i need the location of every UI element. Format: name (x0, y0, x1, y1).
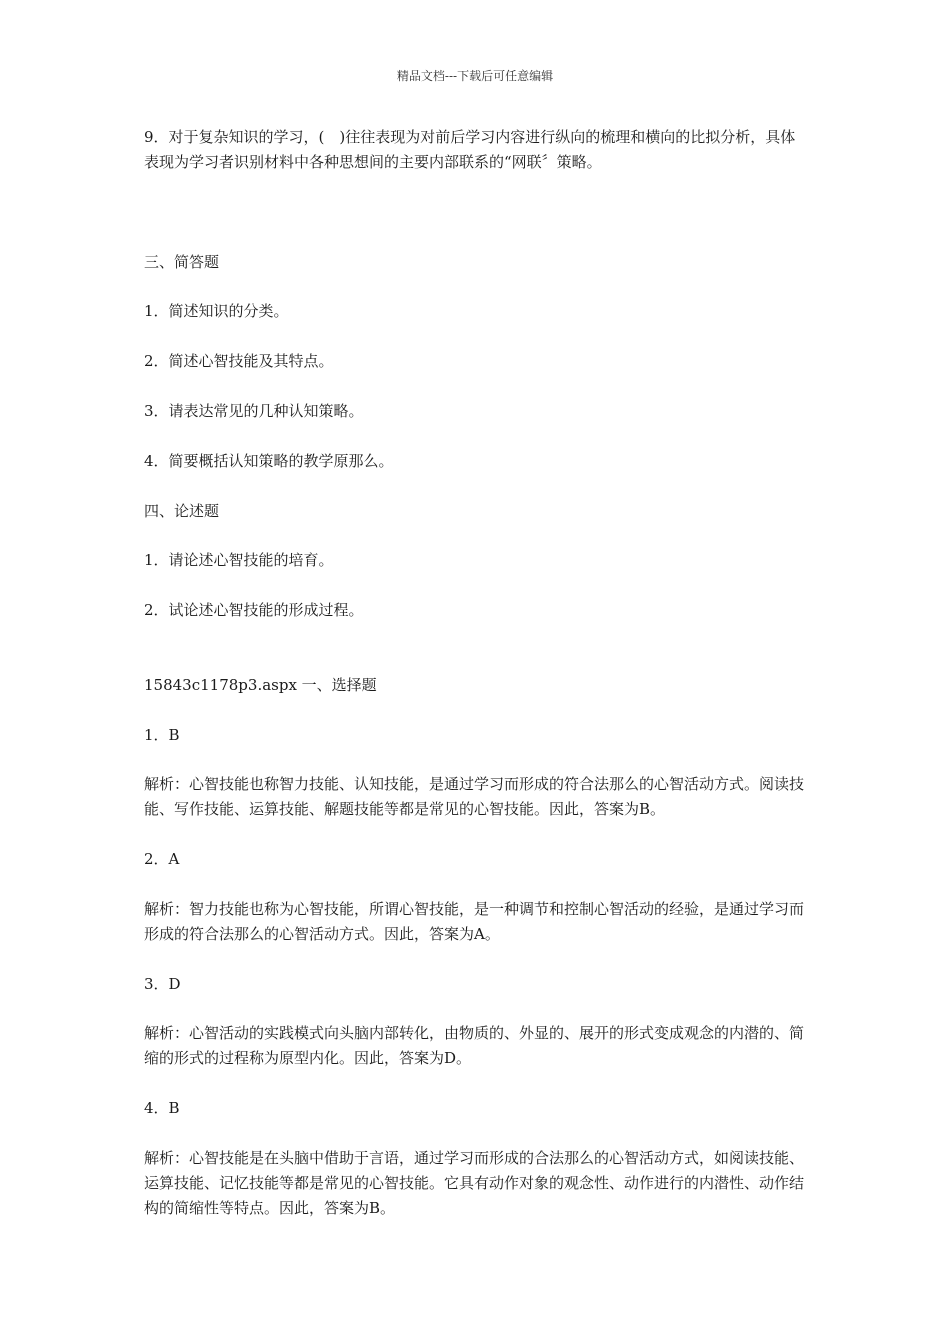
answers-heading: 15843c1178p3.aspx 一、选择题 (144, 676, 377, 694)
answer-analysis-1: 解析：心智技能也称智力技能、认知技能，是通过学习而形成的符合法那么的心智活动方式。阅读技能、写作技能、运算技能、解题技能等都是常见的心智技能。因此，答案为B。 (144, 775, 805, 818)
answer-label-4: 4．B (144, 1099, 180, 1117)
page-header: 精品文档---下载后可任意编辑 (396, 69, 554, 83)
short-answer-item-3: 3．请表达常见的几种认知策略。 (144, 402, 364, 420)
answer-label-3: 3．D (144, 975, 181, 993)
short-answer-item-2: 2．简述心智技能及其特点。 (144, 352, 334, 370)
answer-analysis-4: 解析：心智技能是在头脑中借助于言语，通过学习而形成的合法那么的心智活动方式，如阅读技能、运算技能、记忆技能等都是常见的心智技能。它具有动作对象的观念性、动作进行的内潜性、动作结构的简缩性等特点。因此，答案为B。 (144, 1149, 805, 1217)
answer-analysis-3: 解析：心智活动的实践模式向头脑内部转化，由物质的、外显的、展开的形式变成观念的内潜的、简缩的形式的过程称为原型内化。因此，答案为D。 (144, 1024, 805, 1067)
question-9: 9．对于复杂知识的学习，( )往往表现为对前后学习内容进行纵向的梳理和横向的比拟分析，具体表现为学习者识别材料中各种思想间的主要内部联系的“网联〞策略。 (144, 128, 796, 171)
essay-item-1: 1．请论述心智技能的培育。 (144, 551, 334, 569)
essay-item-2: 2．试论述心智技能的形成过程。 (144, 601, 364, 619)
answer-label-1: 1．B (144, 726, 180, 744)
short-answer-item-1: 1．简述知识的分类。 (144, 302, 289, 320)
answer-analysis-2: 解析：智力技能也称为心智技能，所谓心智技能，是一种调节和控制心智活动的经验，是通过学习而形成的符合法那么的心智活动方式。因此，答案为A。 (144, 900, 805, 943)
section-essay-title: 四、论述题 (144, 502, 220, 520)
answer-label-2: 2．A (144, 850, 180, 868)
short-answer-item-4: 4．简要概括认知策略的教学原那么。 (144, 452, 394, 470)
section-short-answer-title: 三、简答题 (144, 253, 220, 271)
